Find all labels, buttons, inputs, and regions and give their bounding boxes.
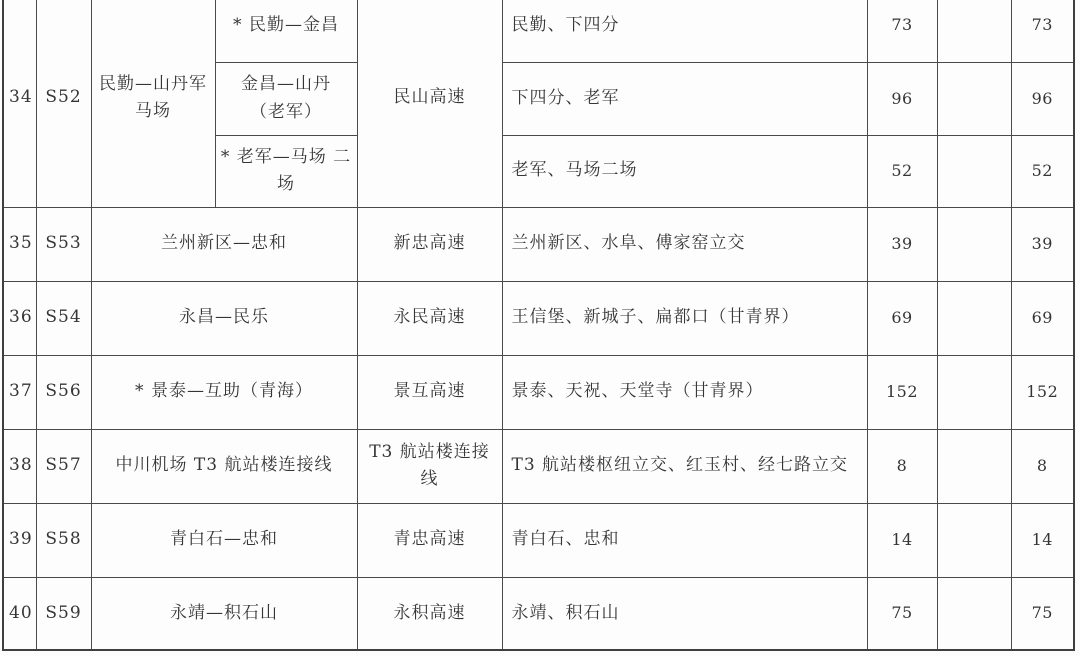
table-row — [3, 503, 1074, 577]
total-mileage-cell: 39 — [1011, 207, 1074, 281]
route-code-cell: S58 — [36, 503, 91, 577]
control-points-cell: 老军、马场二场 — [502, 135, 867, 207]
control-points-cell: 兰州新区、水阜、傅家窑立交 — [502, 207, 867, 281]
control-points-cell: 下四分、老军 — [502, 62, 867, 135]
blank-cell — [937, 503, 1011, 577]
route-code-cell: S53 — [36, 207, 91, 281]
route-name-cell: 永昌—民乐 — [91, 281, 357, 355]
blank-cell — [937, 577, 1011, 650]
mileage-cell: 96 — [867, 62, 937, 135]
route-code-cell: S57 — [36, 429, 91, 503]
mileage-cell: 73 — [867, 0, 937, 62]
control-points-cell: 永靖、积石山 — [502, 577, 867, 650]
blank-cell — [937, 0, 1011, 62]
table-row — [3, 355, 1074, 429]
table-row — [3, 0, 1074, 62]
row-number-cell: 34 — [3, 0, 36, 207]
row-number-cell: 38 — [3, 429, 36, 503]
control-points-cell: 王信堡、新城子、扁都口（甘青界） — [502, 281, 867, 355]
mileage-cell: 52 — [867, 135, 937, 207]
mileage-cell: 152 — [867, 355, 937, 429]
mileage-cell: 75 — [867, 577, 937, 650]
route-code-cell: S52 — [36, 0, 91, 207]
expressway-cell: 民山高速 — [357, 0, 502, 207]
row-number-cell: 39 — [3, 503, 36, 577]
row-number-cell: 36 — [3, 281, 36, 355]
table-row — [3, 577, 1074, 650]
blank-cell — [937, 207, 1011, 281]
total-mileage-cell: 8 — [1011, 429, 1074, 503]
blank-cell — [937, 355, 1011, 429]
total-mileage-cell: 14 — [1011, 503, 1074, 577]
expressway-cell: 青忠高速 — [357, 503, 502, 577]
total-mileage-cell: 69 — [1011, 281, 1074, 355]
table-row — [3, 281, 1074, 355]
expressway-cell: 永积高速 — [357, 577, 502, 650]
mileage-cell: 8 — [867, 429, 937, 503]
segment-cell: * 老军—马场 二场 — [215, 135, 357, 207]
row-number-cell: 35 — [3, 207, 36, 281]
expressway-cell: T3 航站楼连接线 — [357, 429, 502, 503]
route-code-cell: S54 — [36, 281, 91, 355]
table-row — [3, 207, 1074, 281]
mileage-cell: 14 — [867, 503, 937, 577]
segment-cell: 金昌—山丹 （老军） — [215, 62, 357, 135]
route-name-cell: 民勤—山丹军马场 — [91, 0, 215, 207]
mileage-cell: 69 — [867, 281, 937, 355]
total-mileage-cell: 52 — [1011, 135, 1074, 207]
row-number-cell: 37 — [3, 355, 36, 429]
total-mileage-cell: 75 — [1011, 577, 1074, 650]
expressway-table — [2, 0, 1075, 651]
route-name-cell: * 景泰—互助（青海） — [91, 355, 357, 429]
table-row — [3, 429, 1074, 503]
blank-cell — [937, 281, 1011, 355]
blank-cell — [937, 135, 1011, 207]
control-points-cell: 青白石、忠和 — [502, 503, 867, 577]
expressway-cell: 永民高速 — [357, 281, 502, 355]
segment-cell: * 民勤—金昌 — [215, 0, 357, 62]
route-code-cell: S59 — [36, 577, 91, 650]
row-number-cell: 40 — [3, 577, 36, 650]
total-mileage-cell: 96 — [1011, 62, 1074, 135]
control-points-cell: T3 航站楼枢纽立交、红玉村、经七路立交 — [502, 429, 867, 503]
route-name-cell: 兰州新区—忠和 — [91, 207, 357, 281]
expressway-cell: 新忠高速 — [357, 207, 502, 281]
mileage-cell: 39 — [867, 207, 937, 281]
control-points-cell: 景泰、天祝、天堂寺（甘青界） — [502, 355, 867, 429]
blank-cell — [937, 429, 1011, 503]
route-name-cell: 青白石—忠和 — [91, 503, 357, 577]
total-mileage-cell: 152 — [1011, 355, 1074, 429]
blank-cell — [937, 62, 1011, 135]
total-mileage-cell: 73 — [1011, 0, 1074, 62]
route-name-cell: 中川机场 T3 航站楼连接线 — [91, 429, 357, 503]
route-code-cell: S56 — [36, 355, 91, 429]
control-points-cell: 民勤、下四分 — [502, 0, 867, 62]
expressway-cell: 景互高速 — [357, 355, 502, 429]
route-name-cell: 永靖—积石山 — [91, 577, 357, 650]
